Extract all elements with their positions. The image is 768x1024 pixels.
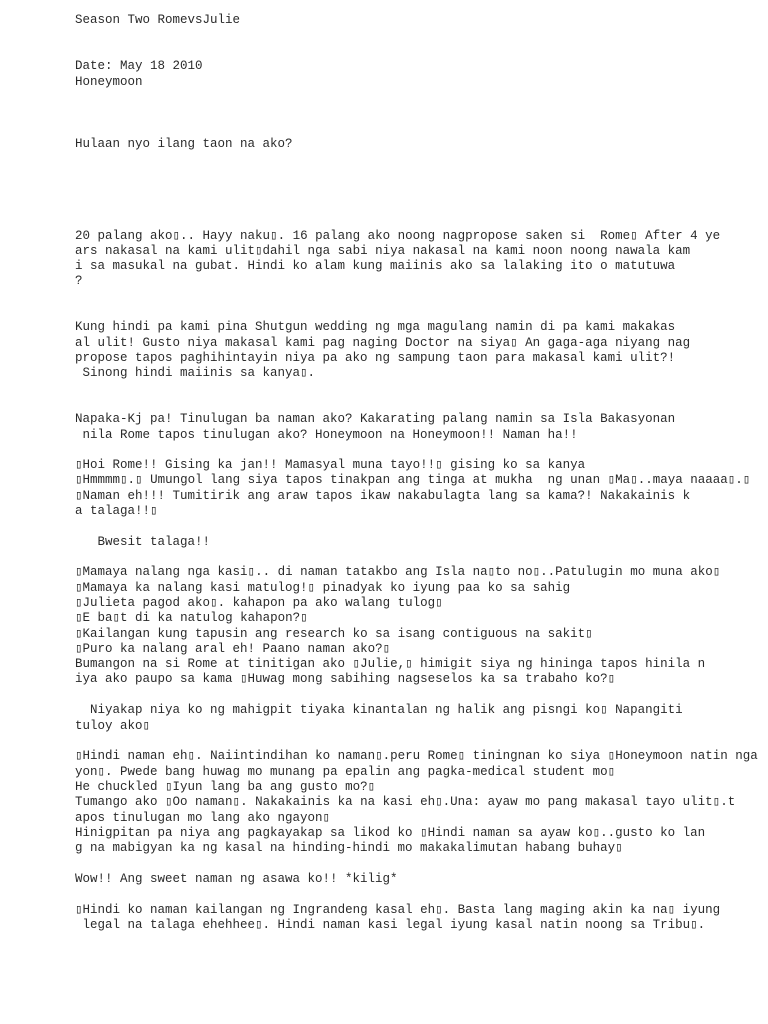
text-line: Napaka-Kj pa! Tinulugan ba naman ako? Kakarating palang namin sa Isla Bakasyonan (75, 412, 676, 426)
text-line: He chuckled ▯Iyun lang ba ang gusto mo?▯ (75, 780, 376, 794)
text-line: Bwesit talaga!! (75, 535, 211, 549)
text-line: ▯Hmmmm▯.▯ Umungol lang siya tapos tinakpan ang tinga at mukha ng unan ▯Ma▯..maya naaaa▯.▯ (75, 473, 751, 487)
text-line: ▯Hindi ko naman kailangan ng Ingrandeng kasal eh▯. Basta lang maging akin ka na▯ iyung (75, 903, 721, 917)
text-line: apos tinulugan mo lang ako ngayon▯ (75, 811, 331, 825)
text-line: ? (75, 274, 83, 288)
text-line: Niyakap niya ko ng mahigpit tiyaka kinantalan ng halik ang pisngi ko▯ Napangiti (75, 703, 683, 717)
text-line: Hinigpitan pa niya ang pagkayakap sa likod ko ▯Hindi naman sa ayaw ko▯..gusto ko lan (75, 826, 706, 840)
document-title: Season Two RomevsJulie (75, 13, 241, 27)
date-line: Date: May 18 2010 (75, 59, 203, 73)
text-line: ars nakasal na kami ulit▯dahil nga sabi niya nakasal na kami noon noong nawala kam (75, 244, 691, 258)
text-line: al ulit! Gusto niya makasal kami pag naging Doctor na siya▯ An gaga-aga niyang nag (75, 336, 691, 350)
text-line: a talaga!!▯ (75, 504, 158, 518)
text-line: nila Rome tapos tinulugan ako? Honeymoon na Honeymoon!! Naman ha!! (75, 428, 578, 442)
text-line: Sinong hindi maiinis sa kanya▯. (75, 366, 316, 380)
text-line: ▯Puro ka nalang aral eh! Paano naman ako?▯ (75, 642, 391, 656)
text-line: Tumango ako ▯Oo naman▯. Nakakainis ka na kasi eh▯.Una: ayaw mo pang makasal tayo ulit▯.t (75, 795, 736, 809)
text-line: ▯Naman eh!!! Tumitirik ang araw tapos ikaw nakabulagta lang sa kama?! Nakakainis k (75, 489, 691, 503)
text-line: Kung hindi pa kami pina Shutgun wedding ng mga magulang namin di pa kami makakas (75, 320, 676, 334)
text-line: ▯Hindi naman eh▯. Naiintindihan ko naman▯.peru Rome▯ tiningnan ko siya ▯Honeymoon natin nga (75, 749, 758, 763)
text-line: ▯Mamaya ka nalang kasi matulog!▯ pinadyak ko iyung paa ko sa sahig (75, 581, 571, 595)
text-line: legal na talaga ehehhee▯. Hindi naman kasi legal iyung kasal natin noong sa Tribu▯. (75, 918, 706, 932)
text-line: ▯Mamaya nalang nga kasi▯.. di naman tatakbo ang Isla na▯to no▯..Patulugin mo muna ako▯ (75, 565, 721, 579)
subtitle-line: Honeymoon (75, 75, 143, 89)
text-line: ▯Julieta pagod ako▯. kahapon pa ako walang tulog▯ (75, 596, 443, 610)
text-line: Hulaan nyo ilang taon na ako? (75, 137, 293, 151)
text-line: ▯Hoi Rome!! Gising ka jan!! Mamasyal muna tayo!!▯ gising ko sa kanya (75, 458, 586, 472)
text-line: i sa masukal na gubat. Hindi ko alam kung maiinis ako sa lalaking ito o matutuwa (75, 259, 676, 273)
text-line: ▯Kailangan kung tapusin ang research ko sa isang contiguous na sakit▯ (75, 627, 593, 641)
text-line: Bumangon na si Rome at tinitigan ako ▯Julie,▯ himigit siya ng hininga tapos hinila n (75, 657, 706, 671)
text-line: yon▯. Pwede bang huwag mo munang pa epalin ang pagka-medical student mo▯ (75, 765, 616, 779)
text-line: g na mabigyan ka ng kasal na hinding-hindi mo makakalimutan habang buhay▯ (75, 841, 623, 855)
text-line: 20 palang ako▯.. Hayy naku▯. 16 palang ako noong nagpropose saken si Rome▯ After 4 ye (75, 229, 721, 243)
text-line: tuloy ako▯ (75, 719, 151, 733)
text-line: ▯E ba▯t di ka natulog kahapon?▯ (75, 611, 308, 625)
text-line: Wow!! Ang sweet naman ng asawa ko!! *kilig* (75, 872, 398, 886)
text-line: iya ako paupo sa kama ▯Huwag mong sabihing nagseselos ka sa trabaho ko?▯ (75, 672, 616, 686)
text-line: propose tapos paghihintayin niya pa ako ng sampung taon para makasal kami ulit?! (75, 351, 676, 365)
